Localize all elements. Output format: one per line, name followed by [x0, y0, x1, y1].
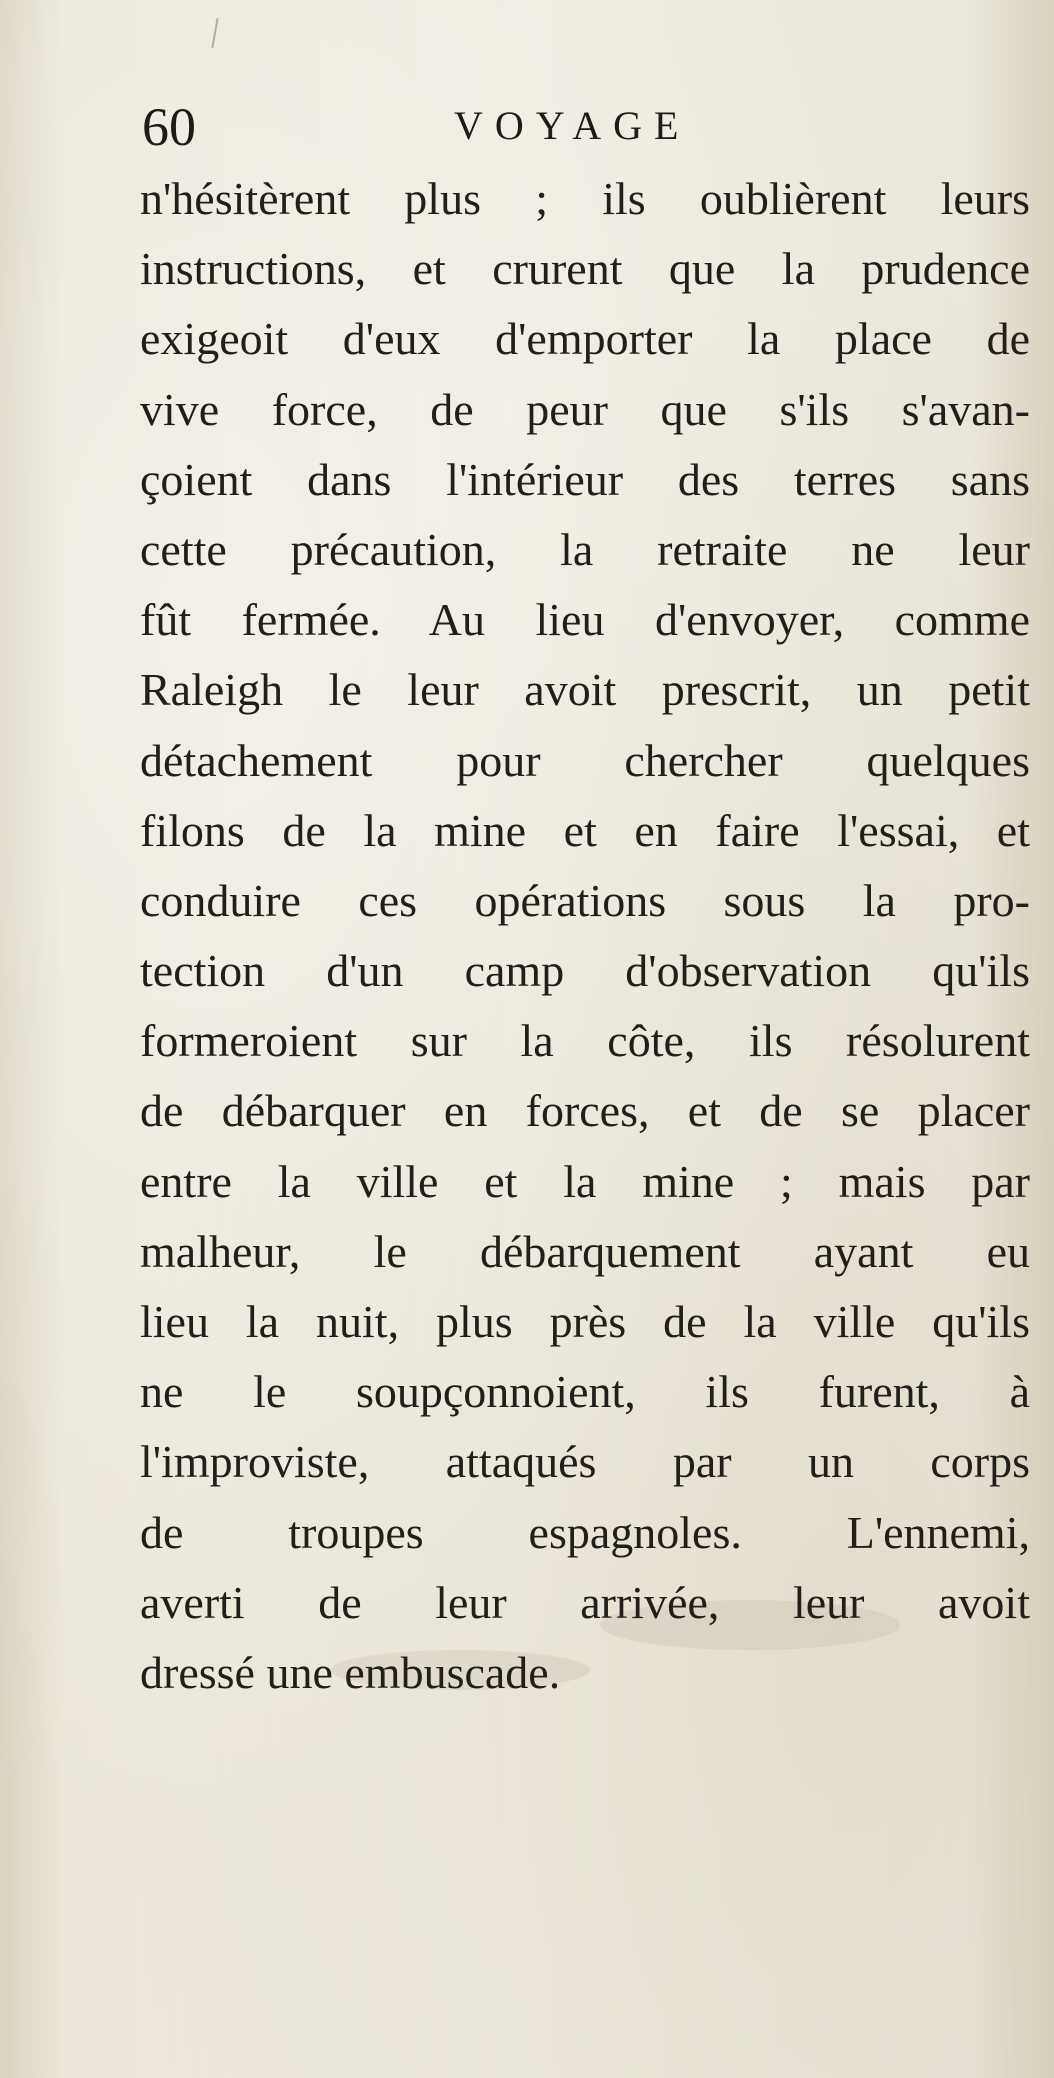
- text-line: détachement pour chercher quelques: [140, 734, 1030, 786]
- text-line: averti de leur arrivée, leur avoit: [140, 1576, 1030, 1628]
- text-line: formeroient sur la côte, ils résolurent: [140, 1015, 1030, 1067]
- page-header: [142, 92, 1042, 162]
- text-line: malheur, le débarquement ayant eu: [140, 1225, 1030, 1277]
- text-line: vive force, de peur que s'ils s'avan-: [140, 383, 1030, 435]
- text-line: de débarquer en forces, et de se placer: [140, 1085, 1030, 1137]
- text-line: entre la ville et la mine ; mais par: [140, 1155, 1030, 1207]
- text-line: n'hésitèrent plus ; ils oublièrent leurs: [140, 173, 1030, 224]
- page-mark: [211, 18, 218, 48]
- text-line: conduire ces opérations sous la pro-: [140, 874, 1030, 926]
- text-line: lieu la nuit, plus près de la ville qu'ils: [140, 1296, 1030, 1347]
- body-text: [140, 164, 1030, 1708]
- text-line: tection d'un camp d'observation qu'ils: [140, 945, 1030, 997]
- text-line: l'improviste, attaqués par un corps: [140, 1436, 1030, 1488]
- running-head: VOYAGE: [454, 103, 691, 148]
- text-line: de troupes espagnoles. L'ennemi,: [140, 1506, 1030, 1558]
- text-line: filons de la mine et en faire l'essai, et: [140, 804, 1030, 856]
- page-number: 60: [142, 97, 196, 157]
- text-line: çoient dans l'intérieur des terres sans: [140, 453, 1030, 505]
- text-line: exigeoit d'eux d'emporter la place de: [140, 313, 1030, 365]
- text-line: Raleigh le leur avoit prescrit, un petit: [140, 664, 1030, 716]
- text-line: dressé une embuscade.: [140, 1646, 561, 1698]
- text-line: fût fermée. Au lieu d'envoyer, comme: [140, 594, 1030, 646]
- text-line: instructions, et crurent que la prudence: [140, 243, 1030, 295]
- text-line: ne le soupçonnoient, ils furent, à: [140, 1366, 1030, 1418]
- text-line: cette précaution, la retraite ne leur: [140, 523, 1030, 575]
